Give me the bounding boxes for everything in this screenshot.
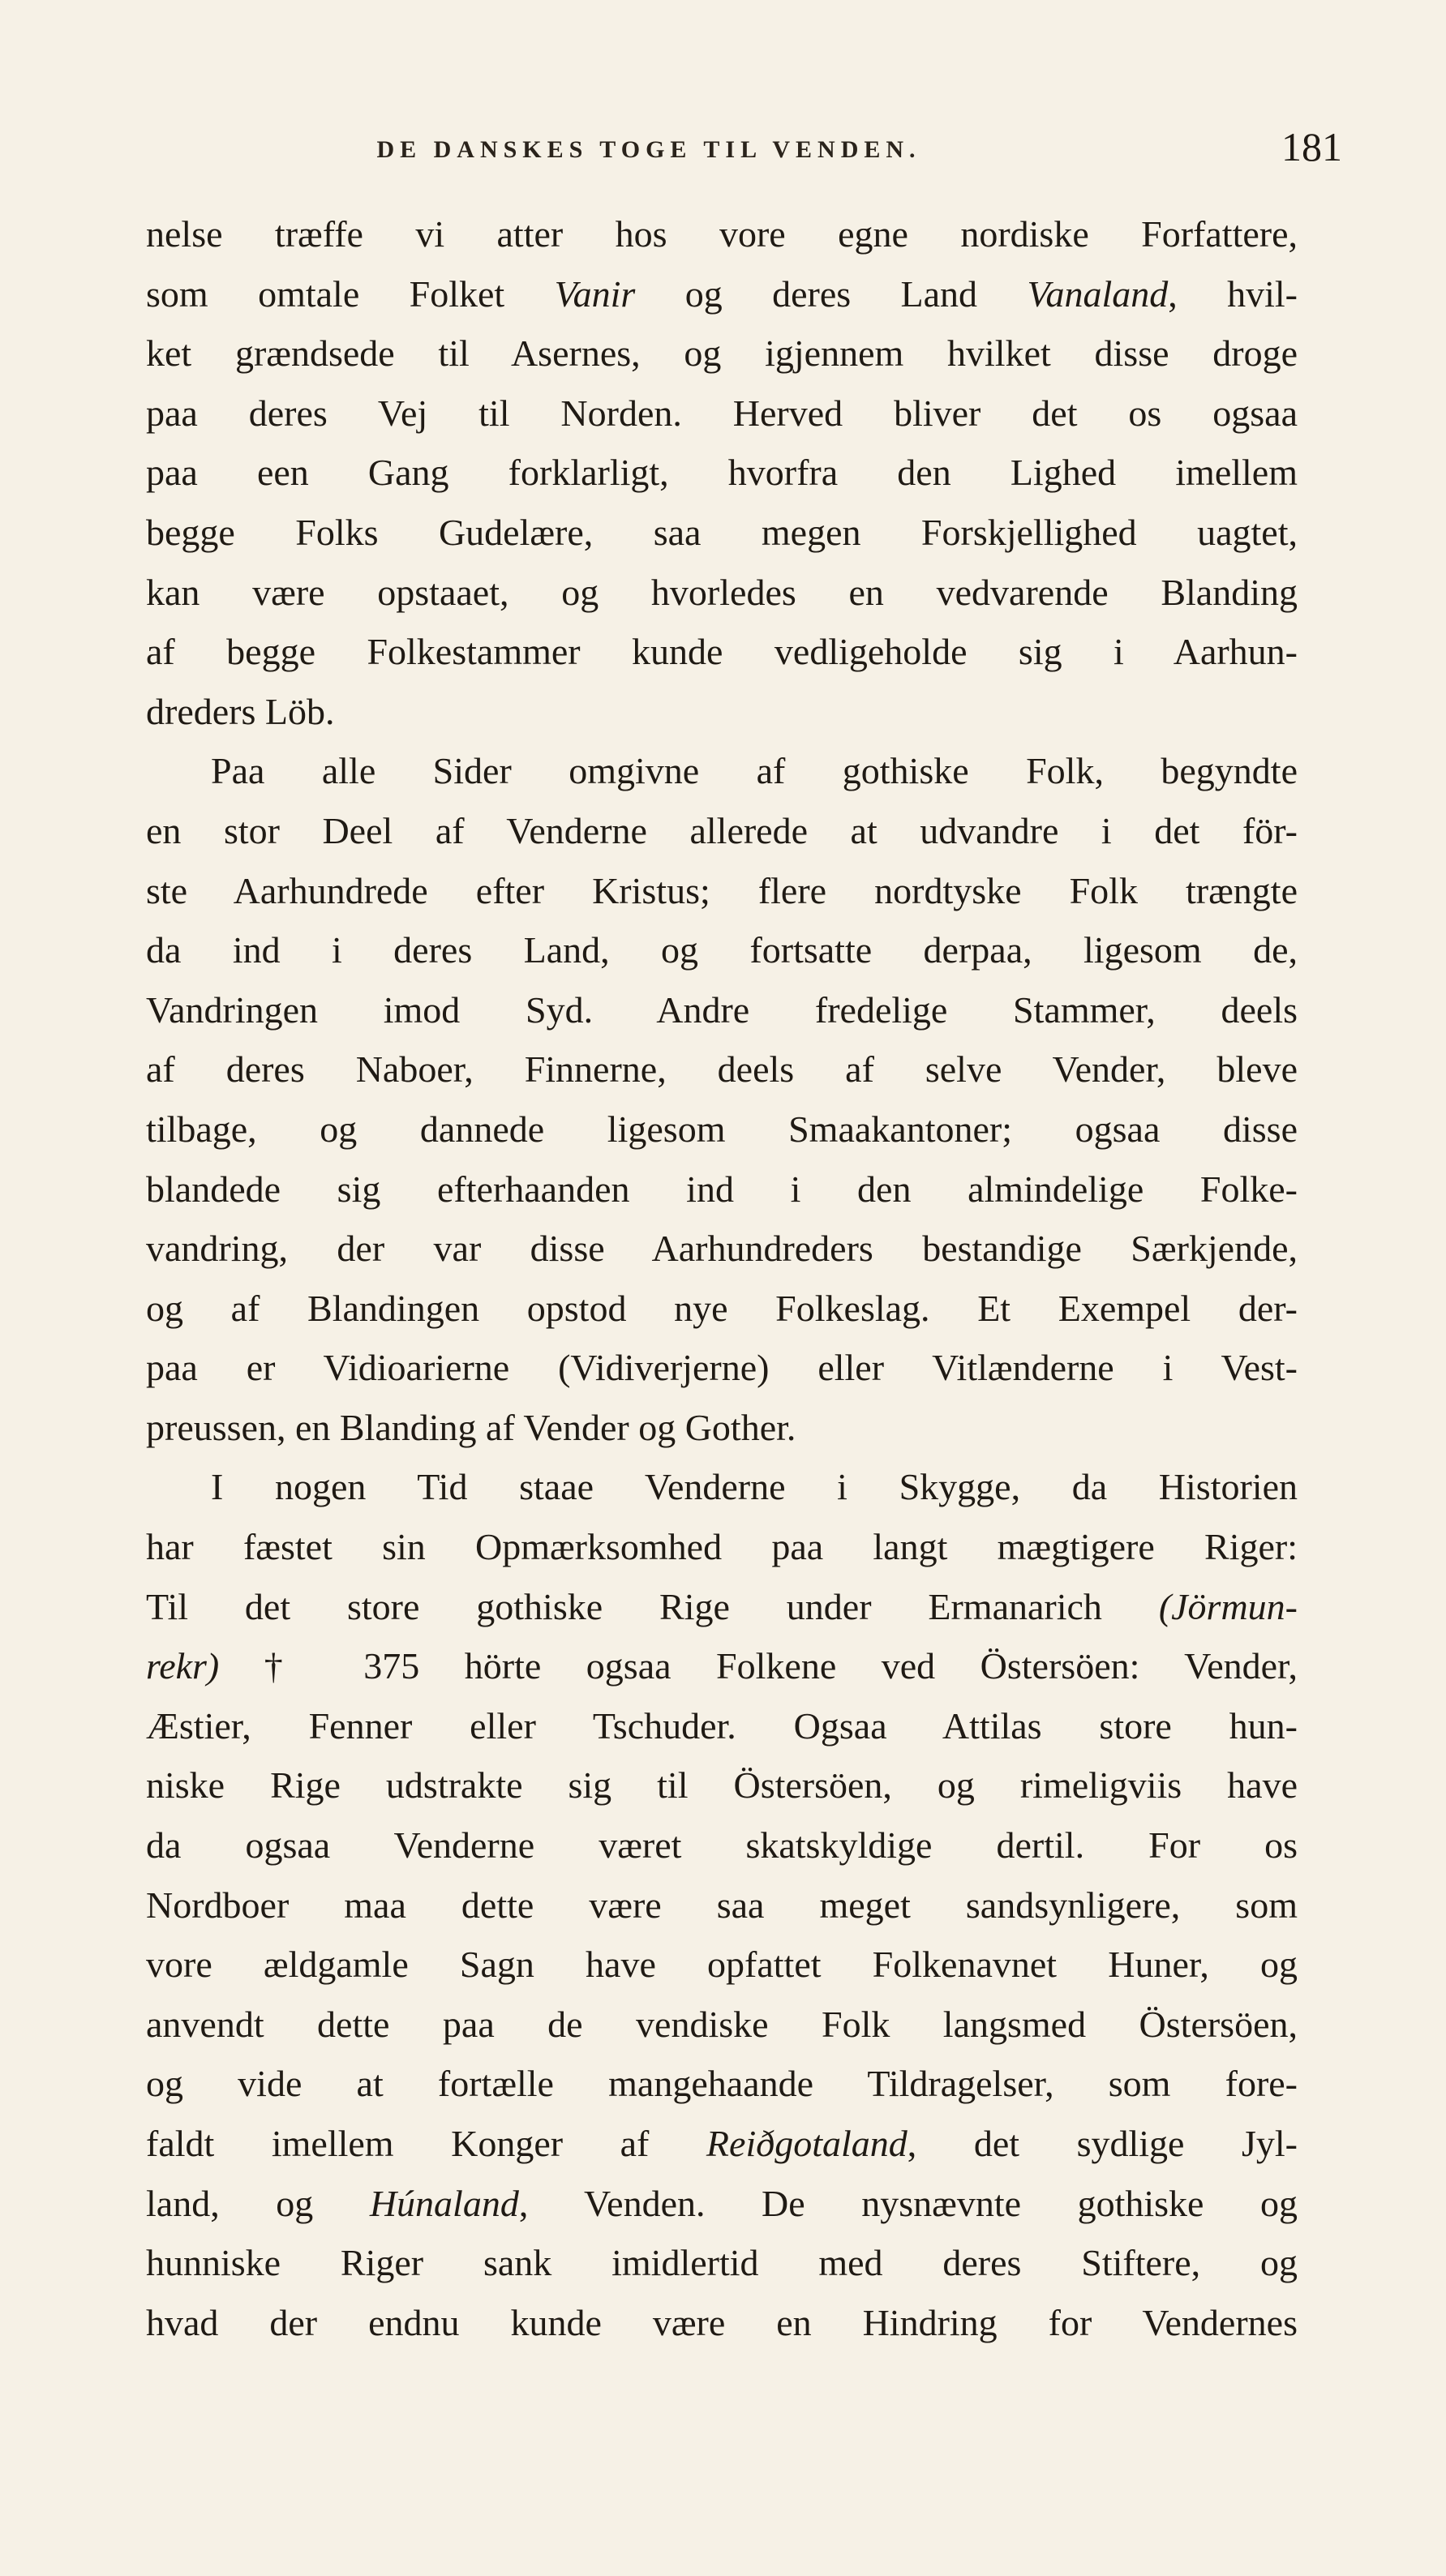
text-line: da ind i deres Land, og fortsatte derpaa, ligesom de,: [146, 929, 1298, 971]
text-line: Paa alle Sider omgivne af gothiske Folk, begyndte: [211, 750, 1298, 792]
text-line: anvendt dette paa de vendiske Folk langsmed Östersöen,: [146, 2003, 1298, 2045]
text-line: af begge Folkestammer kunde vedligeholde sig i Aarhun-: [146, 631, 1298, 673]
text-line: da ogsaa Venderne været skatskyldige dertil. For os: [146, 1824, 1298, 1867]
body-text: [146, 204, 1298, 2352]
text-line: har fæstet sin Opmærksomhed paa langt mægtigere Riger:: [146, 1526, 1298, 1568]
text-line: som omtale Folket Vanir og deres Land Vanaland, hvil-: [146, 272, 1298, 315]
italic-term-hunaland: Húnaland: [369, 2182, 519, 2224]
text-line: tilbage, og dannede ligesom Smaakantoner; ogsaa disse: [146, 1108, 1298, 1150]
text-line: niske Rige udstrakte sig til Östersöen, og rimeligviis have: [146, 1764, 1298, 1807]
text-line: og vide at fortælle mangehaande Tildragelser, som fore-: [146, 2063, 1298, 2105]
text-line: begge Folks Gudelære, saa megen Forskjellighed uagtet,: [146, 511, 1298, 553]
text-line: paa er Vidioarierne (Vidiverjerne) eller Vitlænderne i Vest-: [146, 1347, 1298, 1389]
text-line: paa deres Vej til Norden. Herved bliver det os ogsaa: [146, 392, 1298, 434]
running-title: DE DANSKES TOGE TIL VENDEN.: [376, 136, 921, 163]
italic-term-vanaland: Vanaland: [1027, 272, 1169, 315]
text-line: vore ældgamle Sagn have opfattet Folkenavnet Huner, og: [146, 1944, 1298, 1986]
italic-term-jormunrekr: (Jörmun-: [1158, 1585, 1298, 1627]
italic-term-reidgotaland: Reiðgotaland: [706, 2123, 908, 2164]
text-line: Æstier, Fenner eller Tschuder. Ogsaa Attilas store hun-: [146, 1704, 1298, 1747]
text-line: I nogen Tid staae Venderne i Skygge, da Historien: [211, 1466, 1298, 1508]
text-line: vandring, der var disse Aarhundreders bestandige Særkjende,: [146, 1228, 1298, 1270]
text-line: hvad der endnu kunde være en Hindring for Vendernes: [146, 2301, 1298, 2343]
text-line: af deres Naboer, Finnerne, deels af selve Vender, bleve: [146, 1048, 1298, 1091]
text-line: ket grændsede til Asernes, og igjennem hvilket disse droge: [146, 332, 1298, 375]
text-line: land, og Húnaland, Venden. De nysnævnte gothiske og: [146, 2182, 1298, 2224]
text-line: og af Blandingen opstod nye Folkeslag. Et Exempel der-: [146, 1287, 1298, 1329]
text-line: Nordboer maa dette være saa meget sandsynligere, som: [146, 1884, 1298, 1926]
text-line: hunniske Riger sank imidlertid med deres Stiftere, og: [146, 2242, 1298, 2284]
text-line: rekr) † 375 hörte ogsaa Folkene ved Östersöen: Vender,: [146, 1645, 1298, 1687]
italic-term-jormunrekr-cont: rekr): [146, 1645, 220, 1687]
text-line: dreders Löb.: [146, 690, 335, 732]
page-number: 181: [1281, 124, 1342, 169]
text-line: blandede sig efterhaanden ind i den almindelige Folke-: [146, 1168, 1298, 1210]
italic-term-vanir: Vanir: [554, 272, 636, 315]
text-line: nelse træffe vi atter hos vore egne nordiske Forfattere,: [146, 213, 1298, 255]
text-line: Til det store gothiske Rige under Ermanarich (Jörmun-: [146, 1585, 1298, 1627]
text-line: faldt imellem Konger af Reiðgotaland, det sydlige Jyl-: [146, 2123, 1298, 2164]
text-line: preussen, en Blanding af Vender og Gother.: [146, 1406, 796, 1448]
text-line: Vandringen imod Syd. Andre fredelige Stammer, deels: [146, 988, 1298, 1031]
text-line: paa een Gang forklarligt, hvorfra den Lighed imellem: [146, 452, 1298, 494]
text-line: ste Aarhundrede efter Kristus; flere nordtyske Folk trængte: [146, 869, 1298, 911]
text-line: kan være opstaaet, og hvorledes en vedvarende Blanding: [146, 571, 1298, 613]
text-line: en stor Deel af Venderne allerede at udvandre i det för-: [146, 809, 1298, 851]
